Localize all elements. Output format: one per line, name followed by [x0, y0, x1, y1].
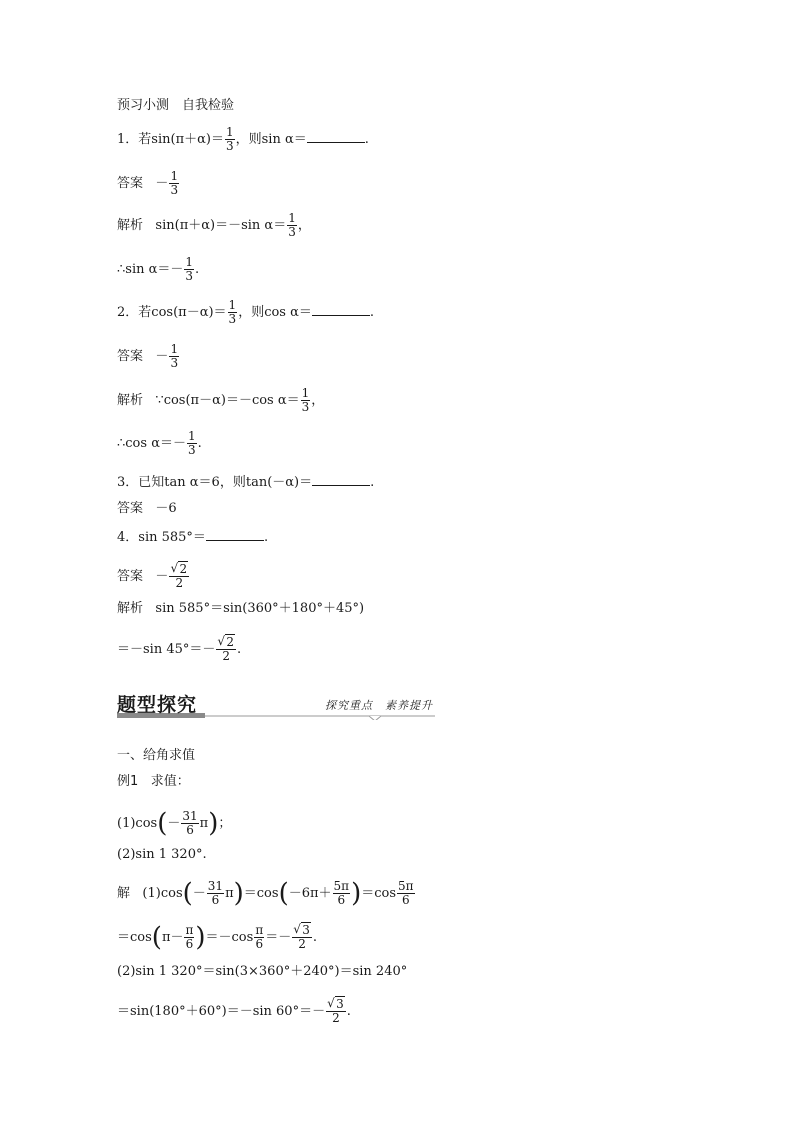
question-3: 3．已知tan α＝6，则tan(－α)＝ . — [117, 475, 375, 490]
example-1: 例1 求值： — [117, 774, 190, 789]
question-1: 1．若sin(π＋α)＝ $\frac{1}{3}$ ，则sin α＝ . — [117, 125, 369, 153]
solution-2: (2)sin 1 320°＝sin(3×360°＋240°)＝sin 240° — [117, 964, 408, 979]
explanation-1: 解析 sin(π＋α)＝－sin α＝ $\frac{1}{3}$ ， — [117, 211, 311, 239]
answer-2: 答案 － $\frac{1}{3}$ — [117, 342, 179, 370]
answer-blank — [312, 473, 370, 486]
explanation-2-conclusion: ∴cos α＝－ $\frac{1}{3}$ . — [117, 429, 202, 457]
answer-blank — [312, 303, 370, 316]
solution-1-continued: ＝cos(π－ $\frac{\pi}{6}$ )＝－cos $\frac{\pi}{6}$ ＝－ √ 3 2 . — [117, 922, 317, 953]
answer-blank — [307, 130, 365, 143]
answer-4: 答案 － √ 2 2 — [117, 561, 188, 590]
example-part-2: (2)sin 1 320°. — [117, 847, 207, 862]
solution-2-continued: ＝sin(180°＋60°)＝－sin 60°＝－ √ 3 2 . — [117, 996, 351, 1025]
section-banner — [117, 688, 435, 720]
question-4: 4．sin 585°＝ . — [117, 530, 269, 545]
example-part-1: (1)cos(－ $\frac{31}{6}$ π)； — [117, 808, 232, 839]
question-2: 2．若cos(π－α)＝ $\frac{1}{3}$ ，则cos α＝ . — [117, 298, 375, 326]
banner-title: 题型探究 — [117, 694, 198, 716]
answer-blank — [206, 528, 264, 541]
fraction: $\frac{1}{3}$ — [225, 125, 234, 153]
banner-subtitle: 探究重点 素养提升 — [325, 699, 433, 712]
answer-3: 答案 －6 — [117, 501, 177, 516]
explanation-4-conclusion: ＝－sin 45°＝－ √ 2 2 . — [117, 634, 242, 663]
explanation-1-conclusion: ∴sin α＝－ $\frac{1}{3}$ . — [117, 255, 200, 283]
preview-heading: 预习小测 自我检验 — [117, 98, 235, 113]
explanation-4: 解析 sin 585°＝sin(360°＋180°＋45°) — [117, 601, 365, 616]
answer-1: 答案 － $\frac{1}{3}$ — [117, 169, 179, 197]
section-heading: 一、给角求值 — [117, 748, 196, 763]
explanation-2: 解析 ∵cos(π－α)＝－cos α＝ $\frac{1}{3}$ ， — [117, 386, 325, 414]
solution-1: 解 (1)cos(－ $\frac{31}{6}$ π)＝cos(－6π＋ $\frac{5\pi}{6}$ )＝cos $\frac{5\pi}{6}$ — [117, 878, 414, 909]
